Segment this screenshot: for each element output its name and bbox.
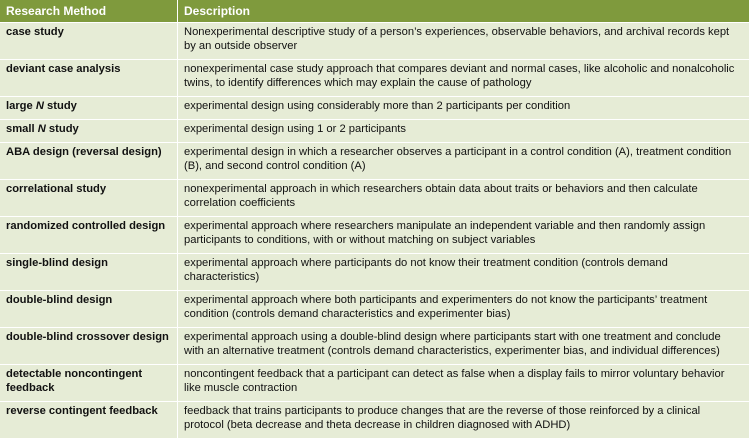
description-cell: nonexperimental approach in which researchers obtain data about traits or behaviors and then calculate correlation coefficients (178, 180, 750, 217)
method-cell: case study (0, 23, 178, 60)
description-cell: nonexperimental case study approach that compares deviant and normal cases, like alcoholic and nonalcoholic twins, to identify differences which may explain the cause of pathology (178, 60, 750, 97)
table-row (0, 217, 750, 254)
table-row (0, 97, 750, 120)
method-cell: double-blind crossover design (0, 328, 178, 365)
method-cell: double-blind design (0, 291, 178, 328)
method-column-header: Research Method (0, 0, 178, 23)
n-italic: N (35, 100, 44, 112)
table-row (0, 365, 750, 402)
table-row (0, 60, 750, 97)
table-row (0, 180, 750, 217)
method-cell: reverse contingent feedback (0, 402, 178, 439)
description-cell: experimental approach where participants do not know their treatment condition (controls demand characteristics) (178, 254, 750, 291)
description-cell: experimental approach using a double-blind design where participants start with one treatment and conclude with an alternative treatment (controls demand characteristics, experimenter bias, and individual differences) (178, 328, 750, 365)
description-cell: noncontingent feedback that a participant can detect as false when a display fails to mirror voluntary behavior like muscle contraction (178, 365, 750, 402)
description-cell: experimental design using 1 or 2 participants (178, 120, 750, 143)
method-cell: detectable noncontingent feedback (0, 365, 178, 402)
method-cell: deviant case analysis (0, 60, 178, 97)
table-row (0, 402, 750, 439)
description-cell: experimental approach where researchers manipulate an independent variable and then randomly assign participants to conditions, with or without matching on subject variables (178, 217, 750, 254)
table-row (0, 291, 750, 328)
table-row (0, 328, 750, 365)
n-italic: N (37, 123, 46, 135)
description-column-header: Description (178, 0, 750, 23)
header-row (0, 0, 750, 23)
method-cell: ABA design (reversal design) (0, 143, 178, 180)
description-cell: Nonexperimental descriptive study of a person’s experiences, observable behaviors, and archival records kept by an outside observer (178, 23, 750, 60)
table-row (0, 120, 750, 143)
method-cell: small N study (0, 120, 178, 143)
method-cell: single-blind design (0, 254, 178, 291)
method-cell: large N study (0, 97, 178, 120)
method-cell: correlational study (0, 180, 178, 217)
table-row (0, 23, 750, 60)
table-row (0, 143, 750, 180)
description-cell: experimental design using considerably more than 2 participants per condition (178, 97, 750, 120)
description-cell: feedback that trains participants to produce changes that are the reverse of those reinforced by a clinical protocol (beta decrease and theta decrease in children diagnosed with ADHD) (178, 402, 750, 439)
method-cell: randomized controlled design (0, 217, 178, 254)
description-cell: experimental design in which a researcher observes a participant in a control condition (A), treatment condition (B), and second control condition (A) (178, 143, 750, 180)
table-row (0, 254, 750, 291)
description-cell: experimental approach where both participants and experimenters do not know the participants’ treatment condition (controls demand characteristics and experimenter bias) (178, 291, 750, 328)
